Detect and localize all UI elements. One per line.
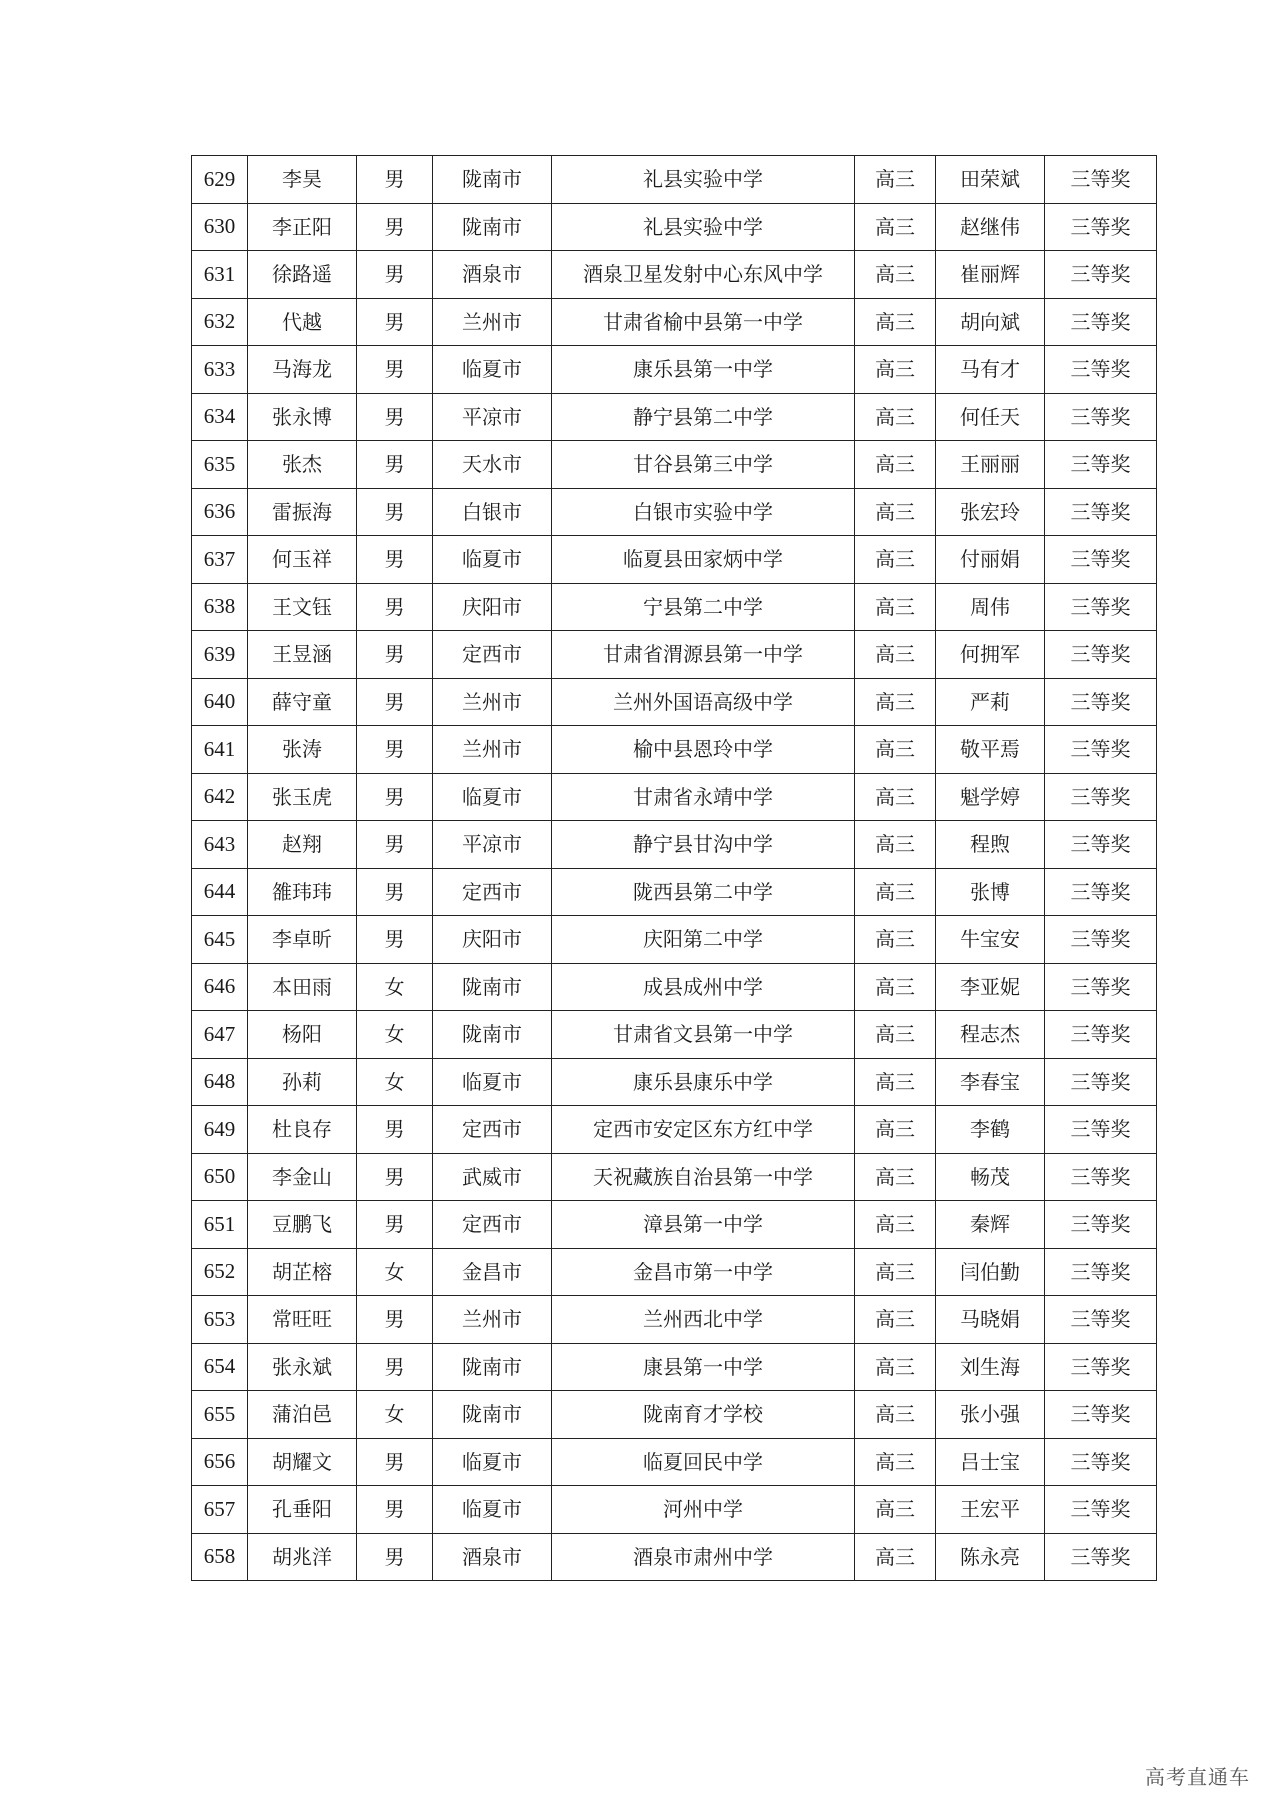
cell-number: 638 bbox=[192, 583, 248, 631]
cell-student-name: 徐路遥 bbox=[248, 251, 357, 299]
cell-number: 656 bbox=[192, 1438, 248, 1486]
cell-city: 陇南市 bbox=[433, 1343, 552, 1391]
cell-student-name: 李金山 bbox=[248, 1153, 357, 1201]
cell-gender: 男 bbox=[357, 1296, 433, 1344]
cell-number: 652 bbox=[192, 1248, 248, 1296]
cell-number: 630 bbox=[192, 203, 248, 251]
cell-number: 643 bbox=[192, 821, 248, 869]
cell-student-name: 李昊 bbox=[248, 156, 357, 204]
cell-teacher: 吕士宝 bbox=[936, 1438, 1045, 1486]
table-row bbox=[192, 1248, 1157, 1296]
cell-number: 641 bbox=[192, 726, 248, 774]
table-row bbox=[192, 298, 1157, 346]
cell-grade: 高三 bbox=[855, 821, 936, 869]
cell-city: 临夏市 bbox=[433, 773, 552, 821]
cell-gender: 男 bbox=[357, 1486, 433, 1534]
cell-student-name: 张永博 bbox=[248, 393, 357, 441]
cell-number: 642 bbox=[192, 773, 248, 821]
cell-number: 649 bbox=[192, 1106, 248, 1154]
cell-student-name: 张涛 bbox=[248, 726, 357, 774]
cell-city: 平凉市 bbox=[433, 393, 552, 441]
cell-grade: 高三 bbox=[855, 1533, 936, 1581]
cell-teacher: 王宏平 bbox=[936, 1486, 1045, 1534]
cell-grade: 高三 bbox=[855, 1201, 936, 1249]
cell-school: 白银市实验中学 bbox=[552, 488, 855, 536]
cell-grade: 高三 bbox=[855, 1106, 936, 1154]
cell-award: 三等奖 bbox=[1045, 1533, 1157, 1581]
cell-gender: 女 bbox=[357, 1058, 433, 1106]
cell-teacher: 秦辉 bbox=[936, 1201, 1045, 1249]
cell-award: 三等奖 bbox=[1045, 1296, 1157, 1344]
cell-teacher: 严莉 bbox=[936, 678, 1045, 726]
cell-teacher: 王丽丽 bbox=[936, 441, 1045, 489]
cell-school: 礼县实验中学 bbox=[552, 156, 855, 204]
cell-city: 庆阳市 bbox=[433, 916, 552, 964]
cell-grade: 高三 bbox=[855, 1343, 936, 1391]
cell-grade: 高三 bbox=[855, 678, 936, 726]
cell-gender: 女 bbox=[357, 963, 433, 1011]
cell-teacher: 赵继伟 bbox=[936, 203, 1045, 251]
cell-gender: 男 bbox=[357, 678, 433, 726]
cell-student-name: 本田雨 bbox=[248, 963, 357, 1011]
cell-gender: 女 bbox=[357, 1391, 433, 1439]
cell-grade: 高三 bbox=[855, 773, 936, 821]
cell-grade: 高三 bbox=[855, 1391, 936, 1439]
cell-number: 655 bbox=[192, 1391, 248, 1439]
table-row bbox=[192, 1391, 1157, 1439]
table-row bbox=[192, 1153, 1157, 1201]
cell-number: 654 bbox=[192, 1343, 248, 1391]
cell-number: 639 bbox=[192, 631, 248, 679]
cell-award: 三等奖 bbox=[1045, 1486, 1157, 1534]
cell-gender: 男 bbox=[357, 821, 433, 869]
cell-award: 三等奖 bbox=[1045, 1011, 1157, 1059]
cell-grade: 高三 bbox=[855, 393, 936, 441]
cell-city: 临夏市 bbox=[433, 1058, 552, 1106]
cell-school: 金昌市第一中学 bbox=[552, 1248, 855, 1296]
cell-number: 648 bbox=[192, 1058, 248, 1106]
table-row bbox=[192, 536, 1157, 584]
cell-student-name: 王文钰 bbox=[248, 583, 357, 631]
cell-gender: 男 bbox=[357, 203, 433, 251]
cell-gender: 男 bbox=[357, 251, 433, 299]
cell-grade: 高三 bbox=[855, 726, 936, 774]
cell-teacher: 牛宝安 bbox=[936, 916, 1045, 964]
cell-award: 三等奖 bbox=[1045, 203, 1157, 251]
cell-gender: 男 bbox=[357, 393, 433, 441]
cell-award: 三等奖 bbox=[1045, 631, 1157, 679]
cell-city: 兰州市 bbox=[433, 298, 552, 346]
cell-city: 定西市 bbox=[433, 868, 552, 916]
cell-school: 临夏回民中学 bbox=[552, 1438, 855, 1486]
cell-award: 三等奖 bbox=[1045, 1106, 1157, 1154]
table-row bbox=[192, 631, 1157, 679]
cell-number: 644 bbox=[192, 868, 248, 916]
cell-number: 637 bbox=[192, 536, 248, 584]
cell-teacher: 马晓娟 bbox=[936, 1296, 1045, 1344]
cell-number: 632 bbox=[192, 298, 248, 346]
cell-number: 657 bbox=[192, 1486, 248, 1534]
cell-student-name: 张永斌 bbox=[248, 1343, 357, 1391]
cell-award: 三等奖 bbox=[1045, 868, 1157, 916]
cell-number: 647 bbox=[192, 1011, 248, 1059]
cell-award: 三等奖 bbox=[1045, 488, 1157, 536]
cell-teacher: 张宏玲 bbox=[936, 488, 1045, 536]
cell-city: 金昌市 bbox=[433, 1248, 552, 1296]
cell-number: 640 bbox=[192, 678, 248, 726]
table-row bbox=[192, 1058, 1157, 1106]
cell-school: 静宁县第二中学 bbox=[552, 393, 855, 441]
watermark-text: 高考直通车 bbox=[1145, 1765, 1250, 1789]
cell-student-name: 蒲泊邑 bbox=[248, 1391, 357, 1439]
table-row bbox=[192, 678, 1157, 726]
cell-award: 三等奖 bbox=[1045, 1201, 1157, 1249]
cell-school: 榆中县恩玲中学 bbox=[552, 726, 855, 774]
cell-award: 三等奖 bbox=[1045, 346, 1157, 394]
cell-award: 三等奖 bbox=[1045, 916, 1157, 964]
cell-city: 陇南市 bbox=[433, 1011, 552, 1059]
cell-number: 653 bbox=[192, 1296, 248, 1344]
cell-school: 康乐县康乐中学 bbox=[552, 1058, 855, 1106]
cell-gender: 男 bbox=[357, 1438, 433, 1486]
cell-gender: 男 bbox=[357, 156, 433, 204]
cell-teacher: 田荣斌 bbox=[936, 156, 1045, 204]
cell-grade: 高三 bbox=[855, 441, 936, 489]
table-body bbox=[192, 156, 1157, 1581]
cell-teacher: 魁学婷 bbox=[936, 773, 1045, 821]
cell-student-name: 王昱涵 bbox=[248, 631, 357, 679]
cell-school: 成县成州中学 bbox=[552, 963, 855, 1011]
cell-gender: 男 bbox=[357, 488, 433, 536]
cell-student-name: 张玉虎 bbox=[248, 773, 357, 821]
cell-grade: 高三 bbox=[855, 1058, 936, 1106]
cell-number: 650 bbox=[192, 1153, 248, 1201]
cell-city: 陇南市 bbox=[433, 963, 552, 1011]
cell-student-name: 雷振海 bbox=[248, 488, 357, 536]
cell-city: 酒泉市 bbox=[433, 1533, 552, 1581]
table-row bbox=[192, 1106, 1157, 1154]
cell-number: 651 bbox=[192, 1201, 248, 1249]
table-row bbox=[192, 1201, 1157, 1249]
cell-grade: 高三 bbox=[855, 251, 936, 299]
cell-gender: 男 bbox=[357, 583, 433, 631]
cell-gender: 男 bbox=[357, 1343, 433, 1391]
cell-teacher: 闫伯勤 bbox=[936, 1248, 1045, 1296]
cell-teacher: 敬平焉 bbox=[936, 726, 1045, 774]
cell-teacher: 周伟 bbox=[936, 583, 1045, 631]
table-row bbox=[192, 1343, 1157, 1391]
cell-teacher: 刘生海 bbox=[936, 1343, 1045, 1391]
table-row bbox=[192, 868, 1157, 916]
cell-school: 临夏县田家炳中学 bbox=[552, 536, 855, 584]
cell-grade: 高三 bbox=[855, 916, 936, 964]
table-row bbox=[192, 1296, 1157, 1344]
cell-school: 静宁县甘沟中学 bbox=[552, 821, 855, 869]
cell-teacher: 程志杰 bbox=[936, 1011, 1045, 1059]
cell-award: 三等奖 bbox=[1045, 773, 1157, 821]
cell-teacher: 李亚妮 bbox=[936, 963, 1045, 1011]
cell-number: 636 bbox=[192, 488, 248, 536]
cell-school: 宁县第二中学 bbox=[552, 583, 855, 631]
cell-grade: 高三 bbox=[855, 1296, 936, 1344]
table-row bbox=[192, 963, 1157, 1011]
table-row bbox=[192, 583, 1157, 631]
cell-student-name: 杜良存 bbox=[248, 1106, 357, 1154]
cell-award: 三等奖 bbox=[1045, 678, 1157, 726]
cell-award: 三等奖 bbox=[1045, 726, 1157, 774]
cell-city: 兰州市 bbox=[433, 1296, 552, 1344]
cell-grade: 高三 bbox=[855, 631, 936, 679]
cell-gender: 男 bbox=[357, 346, 433, 394]
cell-number: 629 bbox=[192, 156, 248, 204]
cell-gender: 男 bbox=[357, 631, 433, 679]
cell-teacher: 付丽娟 bbox=[936, 536, 1045, 584]
cell-award: 三等奖 bbox=[1045, 583, 1157, 631]
cell-school: 康县第一中学 bbox=[552, 1343, 855, 1391]
cell-student-name: 李正阳 bbox=[248, 203, 357, 251]
table-row bbox=[192, 251, 1157, 299]
cell-city: 临夏市 bbox=[433, 1486, 552, 1534]
cell-school: 天祝藏族自治县第一中学 bbox=[552, 1153, 855, 1201]
table-row bbox=[192, 393, 1157, 441]
cell-city: 陇南市 bbox=[433, 203, 552, 251]
cell-award: 三等奖 bbox=[1045, 1248, 1157, 1296]
table-row bbox=[192, 773, 1157, 821]
cell-award: 三等奖 bbox=[1045, 298, 1157, 346]
cell-grade: 高三 bbox=[855, 1153, 936, 1201]
cell-city: 临夏市 bbox=[433, 536, 552, 584]
cell-school: 酒泉卫星发射中心东风中学 bbox=[552, 251, 855, 299]
cell-number: 635 bbox=[192, 441, 248, 489]
cell-gender: 男 bbox=[357, 1533, 433, 1581]
cell-teacher: 何拥军 bbox=[936, 631, 1045, 679]
cell-city: 定西市 bbox=[433, 1106, 552, 1154]
cell-grade: 高三 bbox=[855, 298, 936, 346]
cell-school: 河州中学 bbox=[552, 1486, 855, 1534]
cell-teacher: 崔丽辉 bbox=[936, 251, 1045, 299]
cell-gender: 男 bbox=[357, 298, 433, 346]
cell-award: 三等奖 bbox=[1045, 1343, 1157, 1391]
cell-school: 庆阳第二中学 bbox=[552, 916, 855, 964]
cell-award: 三等奖 bbox=[1045, 536, 1157, 584]
cell-student-name: 代越 bbox=[248, 298, 357, 346]
cell-teacher: 马有才 bbox=[936, 346, 1045, 394]
cell-award: 三等奖 bbox=[1045, 156, 1157, 204]
cell-student-name: 张杰 bbox=[248, 441, 357, 489]
cell-school: 兰州西北中学 bbox=[552, 1296, 855, 1344]
cell-school: 康乐县第一中学 bbox=[552, 346, 855, 394]
table-row bbox=[192, 821, 1157, 869]
cell-grade: 高三 bbox=[855, 203, 936, 251]
cell-teacher: 畅茂 bbox=[936, 1153, 1045, 1201]
cell-gender: 男 bbox=[357, 1201, 433, 1249]
cell-student-name: 何玉祥 bbox=[248, 536, 357, 584]
cell-school: 甘肃省渭源县第一中学 bbox=[552, 631, 855, 679]
cell-teacher: 张博 bbox=[936, 868, 1045, 916]
cell-grade: 高三 bbox=[855, 1438, 936, 1486]
cell-student-name: 孔垂阳 bbox=[248, 1486, 357, 1534]
cell-gender: 男 bbox=[357, 726, 433, 774]
cell-teacher: 李春宝 bbox=[936, 1058, 1045, 1106]
cell-school: 甘肃省永靖中学 bbox=[552, 773, 855, 821]
cell-student-name: 赵翔 bbox=[248, 821, 357, 869]
cell-city: 临夏市 bbox=[433, 1438, 552, 1486]
award-list bbox=[191, 155, 1156, 1581]
cell-city: 白银市 bbox=[433, 488, 552, 536]
cell-grade: 高三 bbox=[855, 1248, 936, 1296]
cell-teacher: 何任天 bbox=[936, 393, 1045, 441]
table-row bbox=[192, 1486, 1157, 1534]
cell-city: 酒泉市 bbox=[433, 251, 552, 299]
cell-school: 漳县第一中学 bbox=[552, 1201, 855, 1249]
cell-award: 三等奖 bbox=[1045, 821, 1157, 869]
cell-student-name: 马海龙 bbox=[248, 346, 357, 394]
cell-teacher: 程煦 bbox=[936, 821, 1045, 869]
cell-number: 634 bbox=[192, 393, 248, 441]
cell-school: 定西市安定区东方红中学 bbox=[552, 1106, 855, 1154]
cell-award: 三等奖 bbox=[1045, 393, 1157, 441]
cell-city: 兰州市 bbox=[433, 678, 552, 726]
cell-gender: 女 bbox=[357, 1248, 433, 1296]
cell-gender: 男 bbox=[357, 868, 433, 916]
table-row bbox=[192, 1533, 1157, 1581]
cell-grade: 高三 bbox=[855, 156, 936, 204]
cell-city: 陇南市 bbox=[433, 156, 552, 204]
cell-number: 658 bbox=[192, 1533, 248, 1581]
cell-school: 兰州外国语高级中学 bbox=[552, 678, 855, 726]
cell-number: 645 bbox=[192, 916, 248, 964]
cell-gender: 男 bbox=[357, 1106, 433, 1154]
table-row bbox=[192, 346, 1157, 394]
cell-school: 酒泉市肃州中学 bbox=[552, 1533, 855, 1581]
table-row bbox=[192, 203, 1157, 251]
cell-number: 646 bbox=[192, 963, 248, 1011]
cell-grade: 高三 bbox=[855, 583, 936, 631]
cell-school: 陇西县第二中学 bbox=[552, 868, 855, 916]
cell-number: 631 bbox=[192, 251, 248, 299]
cell-gender: 女 bbox=[357, 1011, 433, 1059]
cell-city: 庆阳市 bbox=[433, 583, 552, 631]
cell-award: 三等奖 bbox=[1045, 251, 1157, 299]
cell-school: 甘肃省榆中县第一中学 bbox=[552, 298, 855, 346]
cell-city: 定西市 bbox=[433, 631, 552, 679]
cell-student-name: 李卓昕 bbox=[248, 916, 357, 964]
cell-school: 陇南育才学校 bbox=[552, 1391, 855, 1439]
cell-city: 武威市 bbox=[433, 1153, 552, 1201]
cell-student-name: 豆鹏飞 bbox=[248, 1201, 357, 1249]
table-row bbox=[192, 441, 1157, 489]
table-row bbox=[192, 156, 1157, 204]
cell-teacher: 张小强 bbox=[936, 1391, 1045, 1439]
cell-gender: 男 bbox=[357, 773, 433, 821]
cell-grade: 高三 bbox=[855, 868, 936, 916]
cell-grade: 高三 bbox=[855, 346, 936, 394]
cell-school: 礼县实验中学 bbox=[552, 203, 855, 251]
cell-student-name: 孙莉 bbox=[248, 1058, 357, 1106]
cell-teacher: 李鹤 bbox=[936, 1106, 1045, 1154]
table-row bbox=[192, 916, 1157, 964]
cell-grade: 高三 bbox=[855, 488, 936, 536]
cell-award: 三等奖 bbox=[1045, 1153, 1157, 1201]
cell-grade: 高三 bbox=[855, 536, 936, 584]
cell-city: 定西市 bbox=[433, 1201, 552, 1249]
cell-grade: 高三 bbox=[855, 1486, 936, 1534]
cell-gender: 男 bbox=[357, 1153, 433, 1201]
cell-award: 三等奖 bbox=[1045, 1058, 1157, 1106]
cell-grade: 高三 bbox=[855, 1011, 936, 1059]
cell-number: 633 bbox=[192, 346, 248, 394]
cell-award: 三等奖 bbox=[1045, 441, 1157, 489]
cell-city: 临夏市 bbox=[433, 346, 552, 394]
cell-award: 三等奖 bbox=[1045, 1391, 1157, 1439]
cell-gender: 男 bbox=[357, 916, 433, 964]
cell-school: 甘谷县第三中学 bbox=[552, 441, 855, 489]
cell-city: 陇南市 bbox=[433, 1391, 552, 1439]
cell-student-name: 胡芷榕 bbox=[248, 1248, 357, 1296]
cell-student-name: 胡兆洋 bbox=[248, 1533, 357, 1581]
cell-student-name: 雒玮玮 bbox=[248, 868, 357, 916]
table-row bbox=[192, 726, 1157, 774]
cell-city: 兰州市 bbox=[433, 726, 552, 774]
cell-student-name: 薛守童 bbox=[248, 678, 357, 726]
cell-teacher: 陈永亮 bbox=[936, 1533, 1045, 1581]
award-table bbox=[191, 155, 1157, 1581]
cell-award: 三等奖 bbox=[1045, 1438, 1157, 1486]
cell-award: 三等奖 bbox=[1045, 963, 1157, 1011]
cell-city: 天水市 bbox=[433, 441, 552, 489]
table-row bbox=[192, 488, 1157, 536]
cell-gender: 男 bbox=[357, 536, 433, 584]
cell-student-name: 杨阳 bbox=[248, 1011, 357, 1059]
cell-teacher: 胡向斌 bbox=[936, 298, 1045, 346]
cell-city: 平凉市 bbox=[433, 821, 552, 869]
cell-student-name: 胡耀文 bbox=[248, 1438, 357, 1486]
cell-school: 甘肃省文县第一中学 bbox=[552, 1011, 855, 1059]
table-row bbox=[192, 1011, 1157, 1059]
cell-grade: 高三 bbox=[855, 963, 936, 1011]
cell-gender: 男 bbox=[357, 441, 433, 489]
table-row bbox=[192, 1438, 1157, 1486]
cell-student-name: 常旺旺 bbox=[248, 1296, 357, 1344]
